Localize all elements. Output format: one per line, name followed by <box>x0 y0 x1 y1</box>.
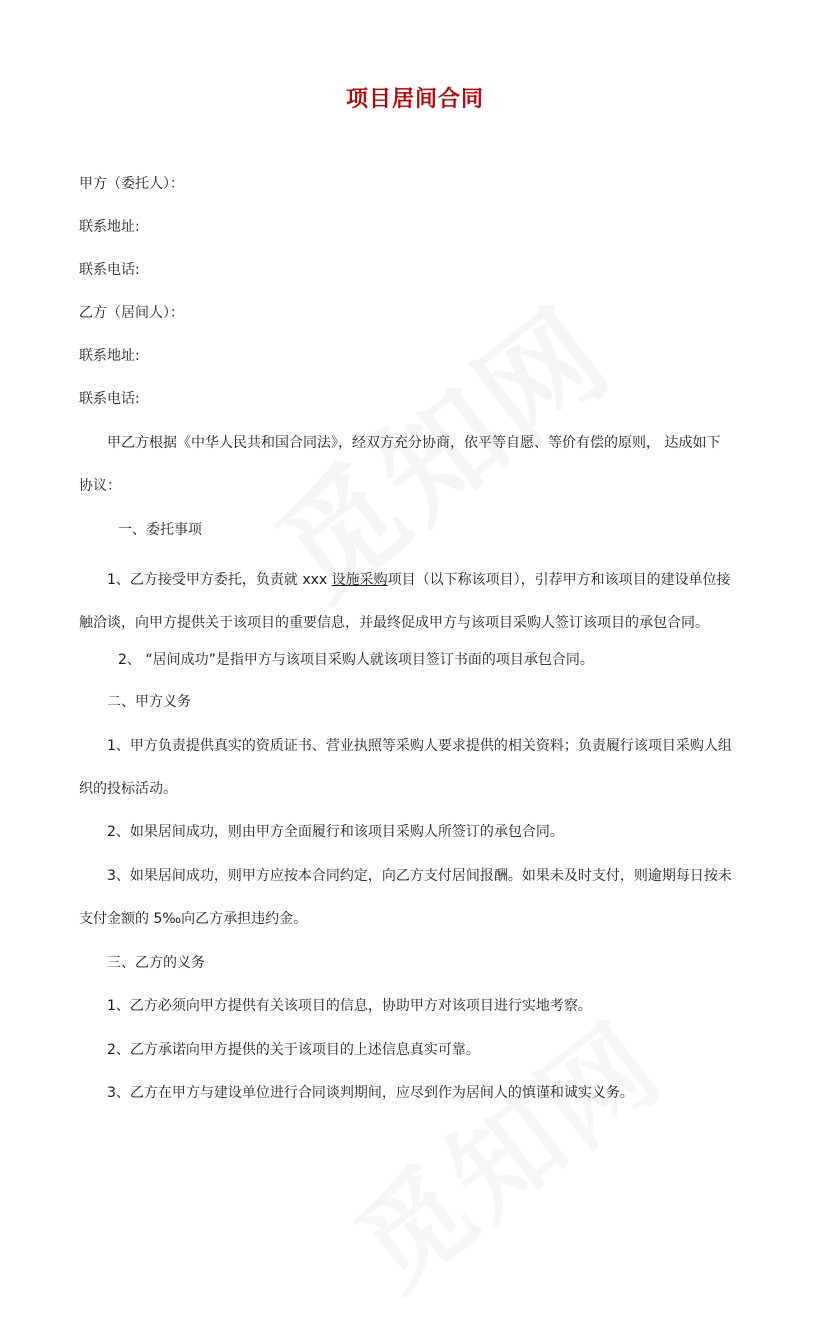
party-a-phone: 联系电话: <box>79 262 140 278</box>
section-2-item-1-line-2: 织的投标活动。 <box>79 781 177 797</box>
section-3-item-3: 3、乙方在甲方与建设单位进行合同谈判期间，应尽到作为居间人的慎谨和诚实义务。 <box>107 1085 634 1101</box>
watermark-bottom <box>318 980 690 1318</box>
section-1-item-1-text-a: 1、乙方接受甲方委托，负责就 xxx <box>107 572 332 588</box>
party-b-phone: 联系电话: <box>79 391 140 407</box>
section-1-item-1-line-2: 触洽谈，向甲方提供关于该项目的重要信息，并最终促成甲方与该项目采购人签订该项目的承包合同。 <box>79 615 709 631</box>
section-3-item-1: 1、乙方必须向甲方提供有关该项目的信息，协助甲方对该项目进行实地考察。 <box>107 998 592 1014</box>
party-a-address: 联系地址: <box>79 219 140 235</box>
section-2-heading: 二、甲方义务 <box>107 694 191 710</box>
section-1-item-1-text-b: 项目（以下称该项目），引荐甲方和该项目的建设单位接 <box>387 572 731 588</box>
party-a-label: 甲方（委托人）： <box>79 176 184 192</box>
section-1-item-2: 2、 “居间成功”是指甲方与该项目采购人就该项目签订书面的项目承包合同。 <box>118 652 594 668</box>
section-2-item-3-line-2: 支付金额的 5‰向乙方承担违约金。 <box>79 911 308 927</box>
section-3-heading: 三、乙方的义务 <box>107 955 205 971</box>
section-3-item-2: 2、乙方承诺向甲方提供的关于该项目的上述信息真实可靠。 <box>107 1042 480 1058</box>
section-2-item-2: 2、如果居间成功，则由甲方全面履行和该项目采购人所签订的承包合同。 <box>107 824 564 840</box>
preamble-line-2: 协议： <box>79 478 121 494</box>
section-1-item-1-line-1 <box>107 570 731 590</box>
party-b-label: 乙方（居间人）： <box>79 305 184 321</box>
section-2-item-1-line-1: 1、甲方负责提供真实的资质证书、营业执照等采购人要求提供的相关资料；负责履行该项目采购人组 <box>107 738 732 754</box>
section-1-item-1-underlined: 设施采购 <box>331 572 388 588</box>
party-b-address: 联系地址: <box>79 348 140 364</box>
document-title: 项目居间合同 <box>345 87 484 112</box>
preamble-line-1: 甲乙方根据《中华人民共和国合同法》，经双方充分协商，依平等自愿、等价有偿的原则， 达成如下 <box>107 435 721 451</box>
section-1-heading: 一、委托事项 <box>118 522 202 538</box>
section-2-item-3-line-1: 3、如果居间成功，则甲方应按本合同约定，向乙方支付居间报酬。如果未及时支付，则逾期每日按未 <box>107 868 732 884</box>
